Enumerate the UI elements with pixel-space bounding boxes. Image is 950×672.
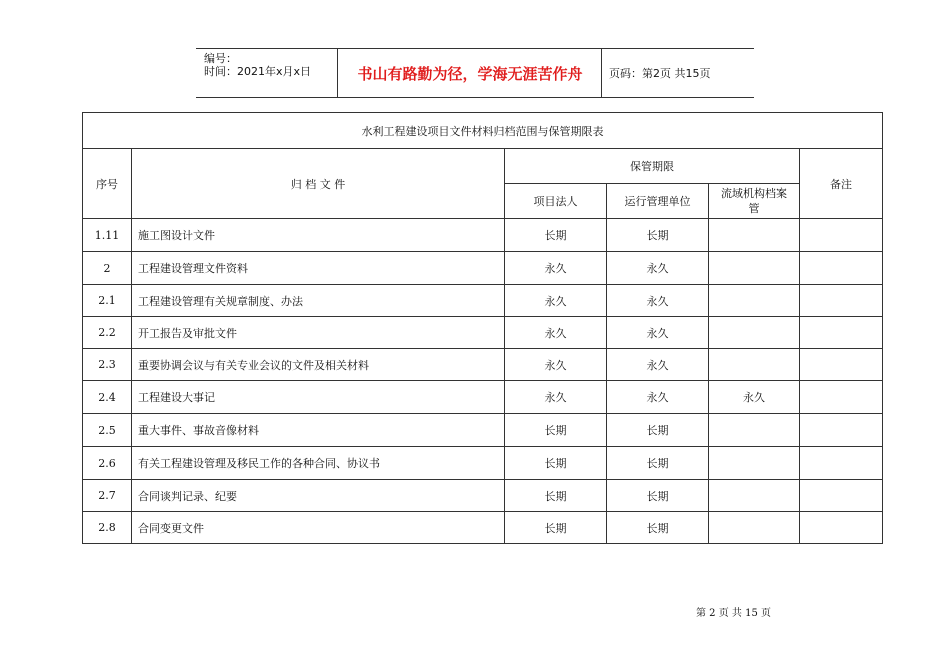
- row-no: 1.11: [83, 219, 132, 252]
- header-divider: [337, 49, 338, 97]
- row-no: 2.5: [83, 414, 132, 447]
- row-owner: 永久: [505, 317, 607, 349]
- page-header: [196, 48, 754, 98]
- row-no: 2.2: [83, 317, 132, 349]
- remark-header: 备注: [800, 149, 883, 219]
- row-name: 工程建设大事记: [132, 381, 505, 414]
- table-row: [83, 285, 883, 317]
- row-owner: 长期: [505, 219, 607, 252]
- row-basin: [709, 317, 800, 349]
- row-remark: [800, 381, 883, 414]
- row-no: 2.3: [83, 349, 132, 381]
- row-owner: 长期: [505, 480, 607, 512]
- header-row: [83, 149, 883, 184]
- table-row: [83, 252, 883, 285]
- table-title-row: [83, 113, 883, 149]
- row-remark: [800, 252, 883, 285]
- row-name: 合同变更文件: [132, 512, 505, 544]
- row-no: 2.6: [83, 447, 132, 480]
- row-remark: [800, 480, 883, 512]
- row-basin: [709, 252, 800, 285]
- row-owner: 长期: [505, 414, 607, 447]
- row-remark: [800, 447, 883, 480]
- row-owner: 长期: [505, 447, 607, 480]
- operator-header: 运行管理单位: [607, 184, 709, 219]
- row-basin: [709, 414, 800, 447]
- row-operator: 永久: [607, 349, 709, 381]
- row-basin: [709, 480, 800, 512]
- row-operator: 永久: [607, 381, 709, 414]
- header-motto: 书山有路勤为径，学海无涯苦作舟: [357, 64, 583, 83]
- table-row: [83, 381, 883, 414]
- row-no: 2.7: [83, 480, 132, 512]
- row-owner: 永久: [505, 381, 607, 414]
- table-row: [83, 512, 883, 544]
- row-basin: [709, 512, 800, 544]
- row-basin: [709, 447, 800, 480]
- table-row: [83, 447, 883, 480]
- row-no: 2.1: [83, 285, 132, 317]
- row-name: 重要协调会议与有关专业会议的文件及相关材料: [132, 349, 505, 381]
- row-basin: [709, 349, 800, 381]
- row-owner: 永久: [505, 252, 607, 285]
- row-name: 工程建设管理有关规章制度、办法: [132, 285, 505, 317]
- row-remark: [800, 414, 883, 447]
- row-basin: [709, 285, 800, 317]
- row-remark: [800, 317, 883, 349]
- row-remark: [800, 349, 883, 381]
- row-remark: [800, 285, 883, 317]
- row-owner: 永久: [505, 285, 607, 317]
- table-row: [83, 317, 883, 349]
- seq-header: 序号: [83, 149, 132, 219]
- row-name: 施工图设计文件: [132, 219, 505, 252]
- table-row: [83, 219, 883, 252]
- row-owner: 永久: [505, 349, 607, 381]
- page-footer: 第 2 页 共 15 页: [696, 608, 771, 619]
- row-name: 合同谈判记录、纪要: [132, 480, 505, 512]
- table-row: [83, 480, 883, 512]
- row-operator: 长期: [607, 512, 709, 544]
- row-name: 开工报告及审批文件: [132, 317, 505, 349]
- basin-header: 流域机构档案管: [709, 184, 800, 219]
- row-basin: [709, 219, 800, 252]
- row-remark: [800, 512, 883, 544]
- owner-header: 项目法人: [505, 184, 607, 219]
- row-no: 2: [83, 252, 132, 285]
- table-row: [83, 349, 883, 381]
- row-operator: 长期: [607, 480, 709, 512]
- header-page-info: 页码：第2页 共15页: [609, 67, 711, 80]
- header-divider: [601, 49, 602, 97]
- row-operator: 永久: [607, 252, 709, 285]
- row-operator: 长期: [607, 414, 709, 447]
- retention-header: 保管期限: [505, 149, 800, 184]
- header-meta: [204, 52, 311, 78]
- row-name: 工程建设管理文件资料: [132, 252, 505, 285]
- row-operator: 永久: [607, 317, 709, 349]
- row-operator: 长期: [607, 447, 709, 480]
- table-title: 水利工程建设项目文件材料归档范围与保管期限表: [83, 113, 883, 149]
- serial-label: 编号：: [204, 52, 237, 65]
- row-operator: 永久: [607, 285, 709, 317]
- table-row: [83, 414, 883, 447]
- row-owner: 长期: [505, 512, 607, 544]
- doc-header: 归 档 文 件: [132, 149, 505, 219]
- row-no: 2.4: [83, 381, 132, 414]
- row-name: 有关工程建设管理及移民工作的各种合同、协议书: [132, 447, 505, 480]
- row-no: 2.8: [83, 512, 132, 544]
- row-basin: 永久: [709, 381, 800, 414]
- retention-table: [82, 112, 883, 544]
- row-name: 重大事件、事故音像材料: [132, 414, 505, 447]
- row-remark: [800, 219, 883, 252]
- time-label: 时间：2021年x月x日: [204, 65, 312, 78]
- row-operator: 长期: [607, 219, 709, 252]
